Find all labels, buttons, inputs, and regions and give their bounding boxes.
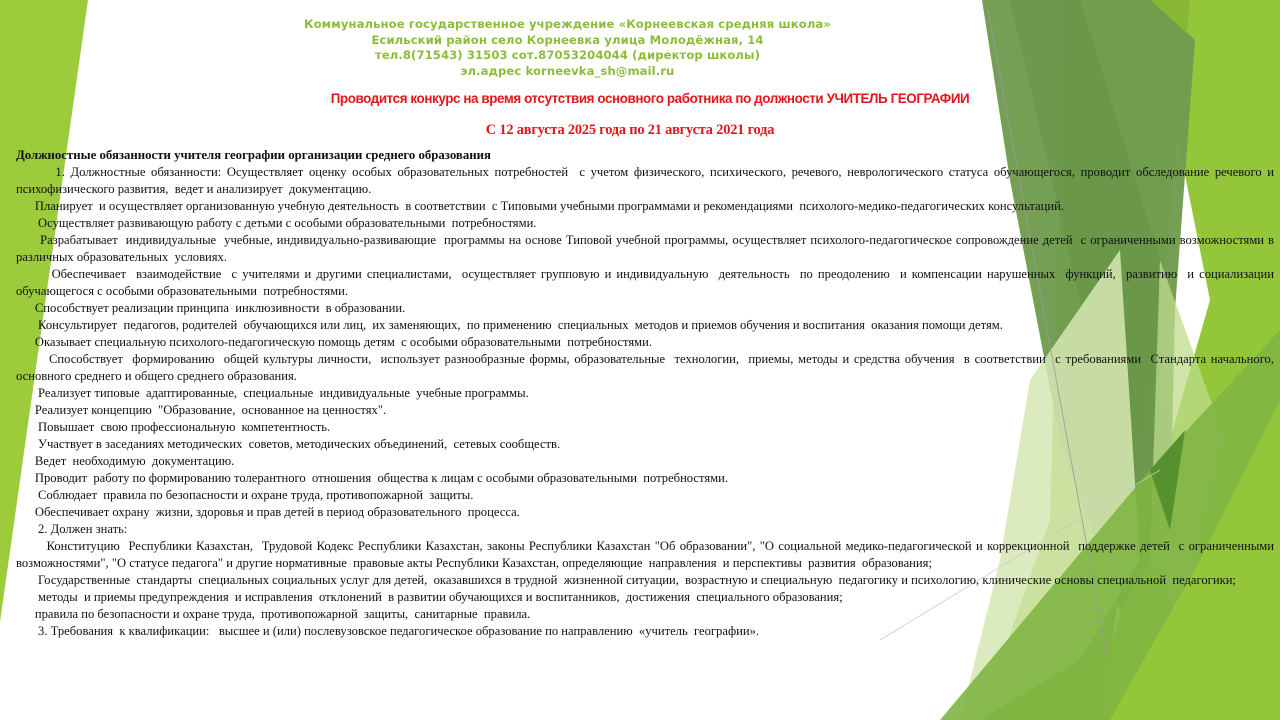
paragraph: Планирует и осуществляет организованную учебную деятельность в соответствии с Типовыми учебными программами и рекомендациями психолого-медико-педагогических консультаций.: [16, 199, 1064, 213]
paragraph: Способствует реализации принципа инклюзивности в образовании.: [16, 301, 406, 315]
paragraph: Ведет необходимую документацию.: [16, 454, 235, 468]
paragraph: Разрабатывает индивидуальные учебные, индивидуально-развивающие программы на основе Типовой учебной программы, осуществляет психолого-педагогическое сопровождение детей с ограниченными возможностями в различных образовательных условиях.: [16, 233, 1278, 264]
paragraph: Обеспечивает охрану жизни, здоровья и прав детей в период образовательного процесса.: [16, 505, 520, 519]
paragraph: методы и приемы предупреждения и исправления отклонений в развитии обучающихся и воспитанников, достижения специального образования;: [16, 590, 843, 604]
school-header: [270, 17, 865, 79]
paragraph: Оказывает специальную психолого-педагогическую помощь детям с особыми образовательными потребностями.: [16, 335, 652, 349]
paragraph: Участвует в заседаниях методических советов, методических объединений, сетевых сообществ.: [16, 437, 561, 451]
section-heading-knowledge: 2. Должен знать:: [16, 522, 128, 536]
paragraph: Обеспечивает взаимодействие с учителями и другими специалистами, осуществляет групповую и индивидуальную деятельность по преодолению и компенсации нарушенных функций, развитию и социализации обучающегося с особыми образовательными потребностями.: [16, 267, 1278, 298]
paragraph: Реализует типовые адаптированные, специальные индивидуальные учебные программы.: [16, 386, 529, 400]
paragraph: Повышает свою профессиональную компетентность.: [16, 420, 331, 434]
job-description: [16, 147, 1280, 640]
school-address: Есильский район село Корнеевка улица Молодёжная, 14: [371, 32, 764, 47]
paragraph: Осуществляет развивающую работу с детьми с особыми образовательными потребностями.: [16, 216, 537, 230]
job-description-title: Должностные обязанности учителя географии организации среднего образования: [16, 148, 491, 162]
paragraph: Конституцию Республики Казахстан, Трудовой Кодекс Республики Казахстан, законы Республики Казахстан "Об образовании", "О социальной медико-педагогической и коррекционной поддержке детей с ограниченными возможностями", "О статусе педагога" и другие нормативные правовые акты Республики Казахстан, определяющие направления и перспективы развития образования;: [16, 539, 1280, 570]
paragraph: 1. Должностные обязанности: Осуществляет оценку особых образовательных потребностей с учетом физического, психического, речевого, неврологического статуса обучающегося, проводит обследование речевого и психофизического развития, ведет и анализирует документацию.: [16, 165, 1278, 196]
paragraph: Способствует формированию общей культуры личности, использует разнообразные формы, образовательные технологии, приемы, методы и средства обучения в соответствии с требованиями Стандарта начального, основного среднего и общего среднего образования.: [16, 352, 1280, 383]
paragraph: Соблюдает правила по безопасности и охране труда, противопожарной защиты.: [16, 488, 474, 502]
section-qualification: 3. Требования к квалификации: высшее и (или) послевузовское педагогическое образование по направлению «учитель географии».: [16, 624, 760, 638]
vacancy-announcement: Проводится конкурс на время отсутствия основного работника по должности УЧИТЕЛЬ ГЕОГРАФИИ: [330, 91, 970, 106]
competition-dates: С 12 августа 2025 года по 21 августа 2021 года: [485, 122, 775, 138]
paragraph: Государственные стандарты специальных социальных услуг для детей, оказавшихся в трудной жизненной ситуации, возрастную и специальную педагогику и психологию, клинические основы специальной педагогики;: [16, 573, 1236, 587]
paragraph: Реализует концепцию "Образование, основанное на ценностях".: [16, 403, 387, 417]
paragraph: Консультирует педагогов, родителей обучающихся или лиц, их заменяющих, по применению специальных методов и приемов обучения и воспитания оказания помощи детям.: [16, 318, 1003, 332]
paragraph: правила по безопасности и охране труда, противопожарной защиты, санитарные правила.: [16, 607, 531, 621]
school-phone: тел.8(71543) 31503 сот.87053204044 (директор школы): [375, 48, 760, 62]
paragraph: Проводит работу по формированию толерантного отношения общества к лицам с особыми образовательными потребностями.: [16, 471, 728, 485]
school-name: Коммунальное государственное учреждение «Корнеевская средняя школа»: [304, 17, 831, 31]
school-email: эл.адрес korneevka_sh@mail.ru: [460, 63, 675, 78]
